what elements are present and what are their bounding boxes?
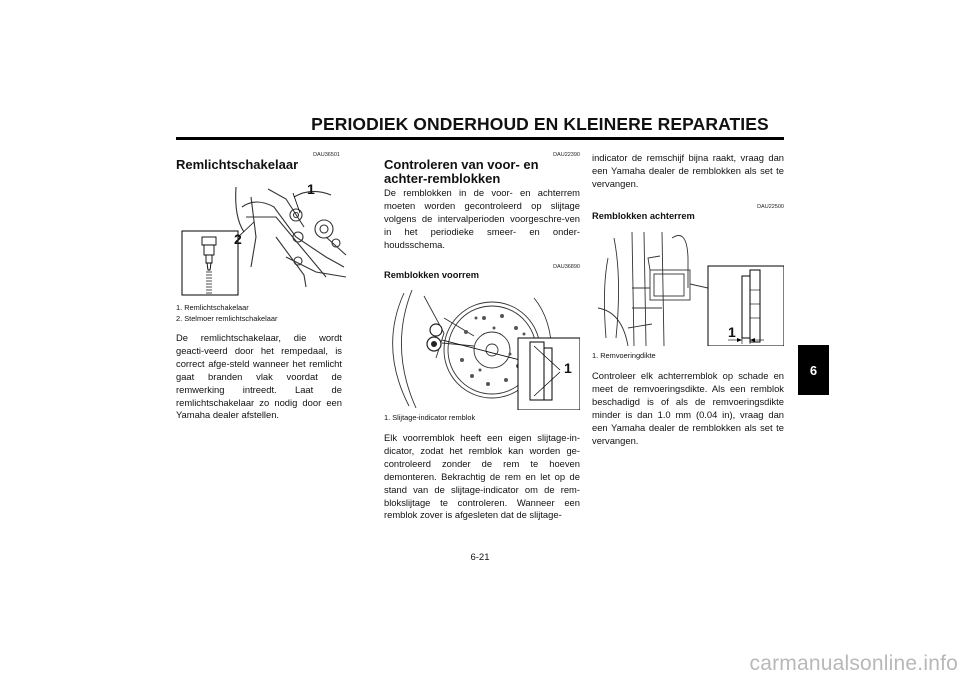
rear-brake-figure (592, 228, 784, 346)
section-heading: Remlichtschakelaar (176, 157, 299, 172)
front-brake-figure (384, 288, 580, 410)
chapter-tab: 6 (798, 345, 829, 395)
figure-caption: 2. Stelmoer remlichtschakelaar (176, 314, 278, 323)
ref-code: DAU22390 (553, 152, 580, 158)
subheading: Remblokken voorrem (384, 270, 480, 280)
brake-light-switch-figure (176, 177, 356, 297)
body-text-continued: indicator de remschijf bijna raakt, vraag dan een Yamaha dealer de remblokken als set te vervangen. (592, 152, 784, 189)
figure-label: 1 (564, 360, 572, 376)
figure-caption: 1. Remlichtschakelaar (176, 303, 249, 312)
body-text: Elk voorremblok heeft een eigen slijtage-in-dicator, zodat het remblok kan worden ge-controleerd zonder de rem te hoeven demonteren. Bekrachtig de rem en let op de stand van de slijtage-indicator om de rem-blokslijtage te controleren. Wanneer een remblok zover is afgesleten dat de slijtage- (384, 432, 580, 521)
ref-code: DAU22500 (757, 204, 784, 210)
watermark: carmanualsonline.info (749, 652, 958, 675)
figure-caption: 1. Slijtage-indicator remblok (384, 413, 476, 422)
body-text: Controleer elk achterremblok op schade en meet de remvoeringsdikte. Als een remblok beschadigd is of als de remvoeringsdikte minder is dan 1.0 mm (0.04 in), vraag dan een Yamaha dealer de remblokken als set te vervangen. (592, 370, 784, 446)
header-rule (176, 137, 784, 140)
body-text: De remlichtschakelaar, die wordt geacti-veerd door het rempedaal, is correct afge-steld wanneer het remlicht gaat branden vlak voordat de remwerking intreedt. Laat de remlichtschakelaar zo nodig door een Yamaha dealer afstellen. (176, 332, 342, 421)
subheading: Remblokken achterrem (592, 211, 695, 221)
body-text: De remblokken in de voor- en achterrem moeten worden gecontroleerd op slijtage volgens de intervalperioden voorgeschre-ven in het periodieke smeer- en onder-houdsschema. (384, 187, 580, 250)
page-title: PERIODIEK ONDERHOUD EN KLEINERE REPARATIES (311, 114, 769, 134)
figure-label: 2 (234, 231, 242, 247)
ref-code: DAU36501 (313, 152, 340, 158)
section-heading: Controleren van voor- en achter-remblokken (384, 157, 539, 186)
ref-code: DAU36890 (553, 264, 580, 270)
figure-label: 1 (307, 181, 315, 197)
figure-label: 1 (728, 324, 736, 340)
page-number: 6-21 (470, 552, 490, 563)
figure-caption: 1. Remvoeringdikte (592, 351, 656, 360)
